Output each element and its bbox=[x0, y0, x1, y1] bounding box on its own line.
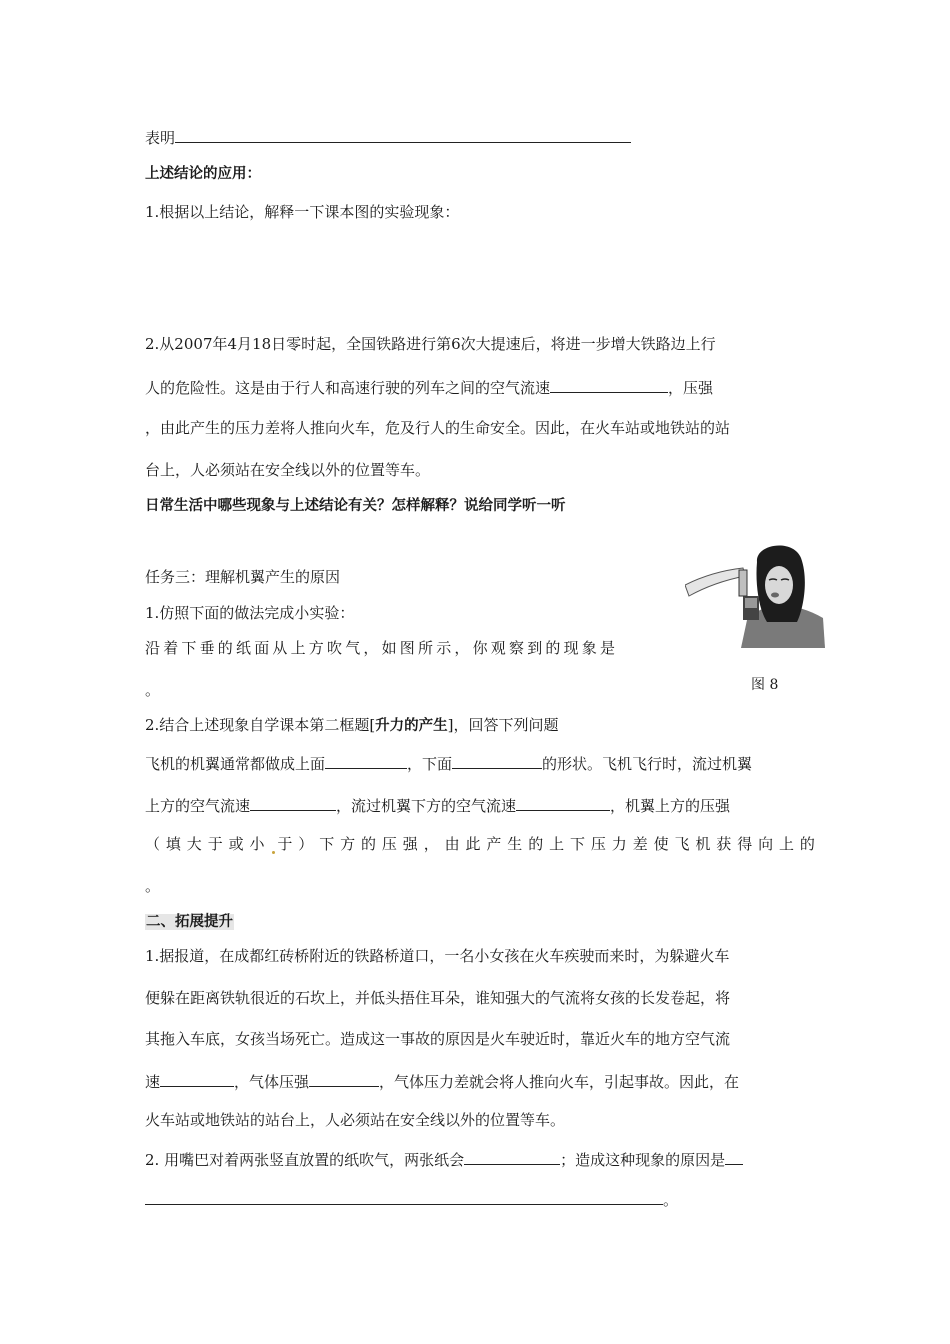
task-3-step-2 bbox=[145, 715, 559, 736]
extension-p2-line-2 bbox=[145, 1188, 678, 1210]
daily-life-heading: 日常生活中哪些现象与上述结论有关？怎样解释？说给同学听一听 bbox=[145, 498, 566, 514]
figure-caption: 图 8 bbox=[751, 677, 779, 693]
air-speed-blank[interactable] bbox=[550, 376, 668, 393]
extension-p1-line-3: 其拖入车底，女孩当场死亡。造成这一事故的原因是火车驶近时，靠近火车的地方空气流 bbox=[145, 1030, 731, 1048]
step-2-text-b: ]，回答下列问题 bbox=[447, 716, 559, 734]
lower-air-speed-blank[interactable] bbox=[516, 794, 610, 811]
task-3-title: 任务三：理解机翼产生的原因 bbox=[145, 568, 341, 586]
p2-text-b: ；造成这种现象的原因是 bbox=[560, 1151, 726, 1169]
observation-end: 。 bbox=[145, 681, 161, 699]
question-2-text-b: ，压强 bbox=[668, 379, 714, 397]
task-3-step-1: 1.仿照下面的做法完成小实验： bbox=[145, 604, 355, 622]
wing-text-g: （填大于或小 bbox=[145, 835, 271, 853]
wing-text-f: ，机翼上方的压强 bbox=[610, 797, 731, 815]
wing-text-a: 飞机的机翼通常都做成上面 bbox=[145, 755, 326, 773]
upper-air-speed-blank[interactable] bbox=[250, 794, 336, 811]
gas-pressure-blank[interactable] bbox=[309, 1070, 379, 1087]
wing-text-e: ，流过机翼下方的空气流速 bbox=[336, 797, 517, 815]
wing-end: 。 bbox=[145, 877, 161, 895]
wing-top-shape-blank[interactable] bbox=[325, 752, 407, 769]
reason-blank-start[interactable] bbox=[725, 1148, 743, 1165]
wing-text-d: 上方的空气流速 bbox=[145, 797, 251, 815]
p1-text-a: 速 bbox=[145, 1073, 161, 1091]
question-2-text-a: 人的危险性。这是由于行人和高速行驶的列车之间的空气流速 bbox=[145, 379, 551, 397]
p2-end: 。 bbox=[663, 1191, 679, 1209]
lift-generation-title: 升力的产生 bbox=[375, 718, 448, 734]
extension-p1-line-5: 火车站或地铁站的站台上，人必须站在安全线以外的位置等车。 bbox=[145, 1111, 566, 1129]
biaoming-line bbox=[145, 126, 631, 148]
question-2-line-3: ，由此产生的压力差将人推向火车，危及行人的生命安全。因此，在火车站或地铁站的站 bbox=[145, 419, 731, 437]
wing-text-c: 的形状。飞机飞行时，流过机翼 bbox=[542, 755, 753, 773]
task-3-observation: 沿着下垂的纸面从上方吹气，如图所示，你观察到的现象是 bbox=[145, 639, 619, 657]
question-2-line-4: 台上，人必须站在安全线以外的位置等车。 bbox=[145, 461, 431, 479]
wing-text-b: ，下面 bbox=[407, 755, 453, 773]
step-2-text-a: 2.结合上述现象自学课本第二框题[ bbox=[145, 716, 376, 734]
question-2-line-2 bbox=[145, 376, 713, 398]
paper-behavior-blank[interactable] bbox=[464, 1148, 560, 1165]
figure-8-illustration bbox=[685, 540, 825, 650]
extension-heading bbox=[145, 912, 234, 932]
wing-line-2 bbox=[145, 794, 730, 816]
mark-dot bbox=[272, 851, 275, 854]
train-air-speed-blank[interactable] bbox=[160, 1070, 234, 1087]
p1-text-b: ，气体压强 bbox=[234, 1073, 310, 1091]
wing-line-3 bbox=[145, 834, 821, 854]
p1-text-c: ，气体压力差就会将人推向火车，引起事故。因此，在 bbox=[379, 1073, 740, 1091]
blowing-paper-figure bbox=[685, 540, 825, 650]
p2-text-a: 2. 用嘴巴对着两张竖直放置的纸吹气，两张纸会 bbox=[145, 1151, 465, 1169]
extension-p1-line-4 bbox=[145, 1070, 739, 1092]
reason-blank[interactable] bbox=[145, 1188, 663, 1205]
extension-p1-line-1: 1.据报道，在成都红砖桥附近的铁路桥道口，一名小女孩在火车疾驶而来时，为躲避火车 bbox=[145, 947, 730, 965]
question-1: 1.根据以上结论，解释一下课本图的实验现象： bbox=[145, 203, 460, 221]
wing-text-h: 于）下方的压强，由此产生的上下压力差使飞机获得向上的 bbox=[277, 835, 821, 853]
wing-bottom-shape-blank[interactable] bbox=[452, 752, 542, 769]
extension-p1-line-2: 便躲在距离铁轨很近的石坎上，并低头捂住耳朵，谁知强大的气流将女孩的长发卷起，将 bbox=[145, 989, 731, 1007]
extension-heading-text: 二、拓展提升 bbox=[146, 914, 233, 930]
question-2-line-1: 2.从2007年4月18日零时起，全国铁路进行第6次大提速后，将进一步增大铁路边上行 bbox=[145, 335, 716, 353]
wing-line-1 bbox=[145, 752, 752, 774]
biaoming-label: 表明 bbox=[145, 129, 176, 147]
answer-blank[interactable] bbox=[175, 126, 631, 143]
extension-p2-line-1 bbox=[145, 1148, 743, 1170]
application-heading: 上述结论的应用： bbox=[145, 166, 261, 182]
